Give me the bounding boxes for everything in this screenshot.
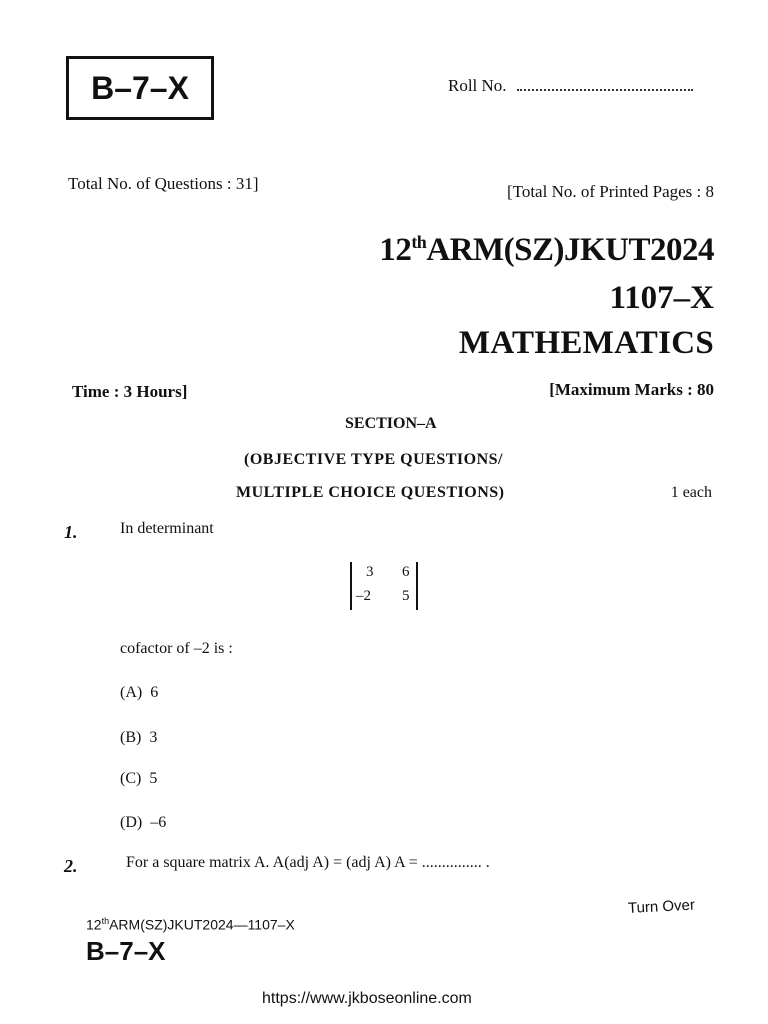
option-value: 3 [149, 729, 158, 746]
option-d [120, 814, 166, 832]
matrix-cell: 6 [402, 564, 410, 580]
matrix-cell: 5 [402, 588, 410, 604]
exam-code-main: 12 [379, 232, 412, 268]
exam-code-sup: th [411, 232, 427, 252]
footer-code-sup: th [101, 916, 110, 926]
maximum-marks: [Maximum Marks : 80 [549, 380, 714, 399]
determinant-matrix [350, 562, 418, 610]
paper-code: 1107–X [609, 280, 714, 316]
option-value: 6 [150, 684, 159, 701]
option-label: (D) [120, 814, 143, 831]
option-c [120, 770, 157, 788]
turn-over-note: Turn Over [627, 896, 696, 917]
paper-code-box-text: B–7–X [91, 69, 189, 106]
question-2-text: For a square matrix A. A(adj A) = (adj A) A = ............... . [126, 854, 490, 871]
roll-number-blank [517, 85, 693, 91]
footer-exam-code [86, 916, 295, 933]
exam-code [379, 232, 714, 269]
subject-title: MATHEMATICS [458, 325, 714, 361]
option-b [120, 729, 157, 747]
option-value: 5 [149, 770, 158, 787]
section-title: SECTION–A [345, 415, 437, 432]
question-1-followup: cofactor of –2 is : [120, 640, 233, 657]
total-pages: [Total No. of Printed Pages : 8 [506, 182, 714, 201]
section-subtitle-line2: MULTIPLE CHOICE QUESTIONS) [236, 484, 505, 501]
option-label: (B) [120, 729, 142, 746]
marks-each: 1 each [670, 484, 712, 501]
source-url[interactable]: https://www.jkboseonline.com [262, 990, 472, 1007]
total-questions: Total No. of Questions : 31] [68, 174, 259, 193]
paper-code-box [66, 56, 214, 120]
matrix-cell: 3 [366, 564, 374, 580]
footer-code-rest: ARM(SZ)JKUT2024—1107–X [109, 916, 295, 933]
option-label: (A) [120, 684, 143, 701]
option-label: (C) [120, 770, 142, 787]
roll-number-field [448, 76, 693, 96]
section-subtitle-line1: (OBJECTIVE TYPE QUESTIONS/ [244, 451, 503, 468]
roll-number-label: Roll No. [448, 76, 507, 95]
question-2-number: 2. [64, 856, 78, 876]
footer-code-main: 12 [86, 916, 102, 933]
question-1-text: In determinant [120, 520, 214, 537]
option-value: –6 [150, 814, 167, 831]
option-a [120, 684, 158, 702]
time-allowed: Time : 3 Hours] [72, 382, 188, 401]
exam-code-rest: ARM(SZ)JKUT2024 [426, 232, 714, 268]
footer-paper-code: B–7–X [86, 936, 166, 966]
question-1-number: 1. [64, 522, 78, 542]
matrix-cell: –2 [356, 588, 371, 604]
